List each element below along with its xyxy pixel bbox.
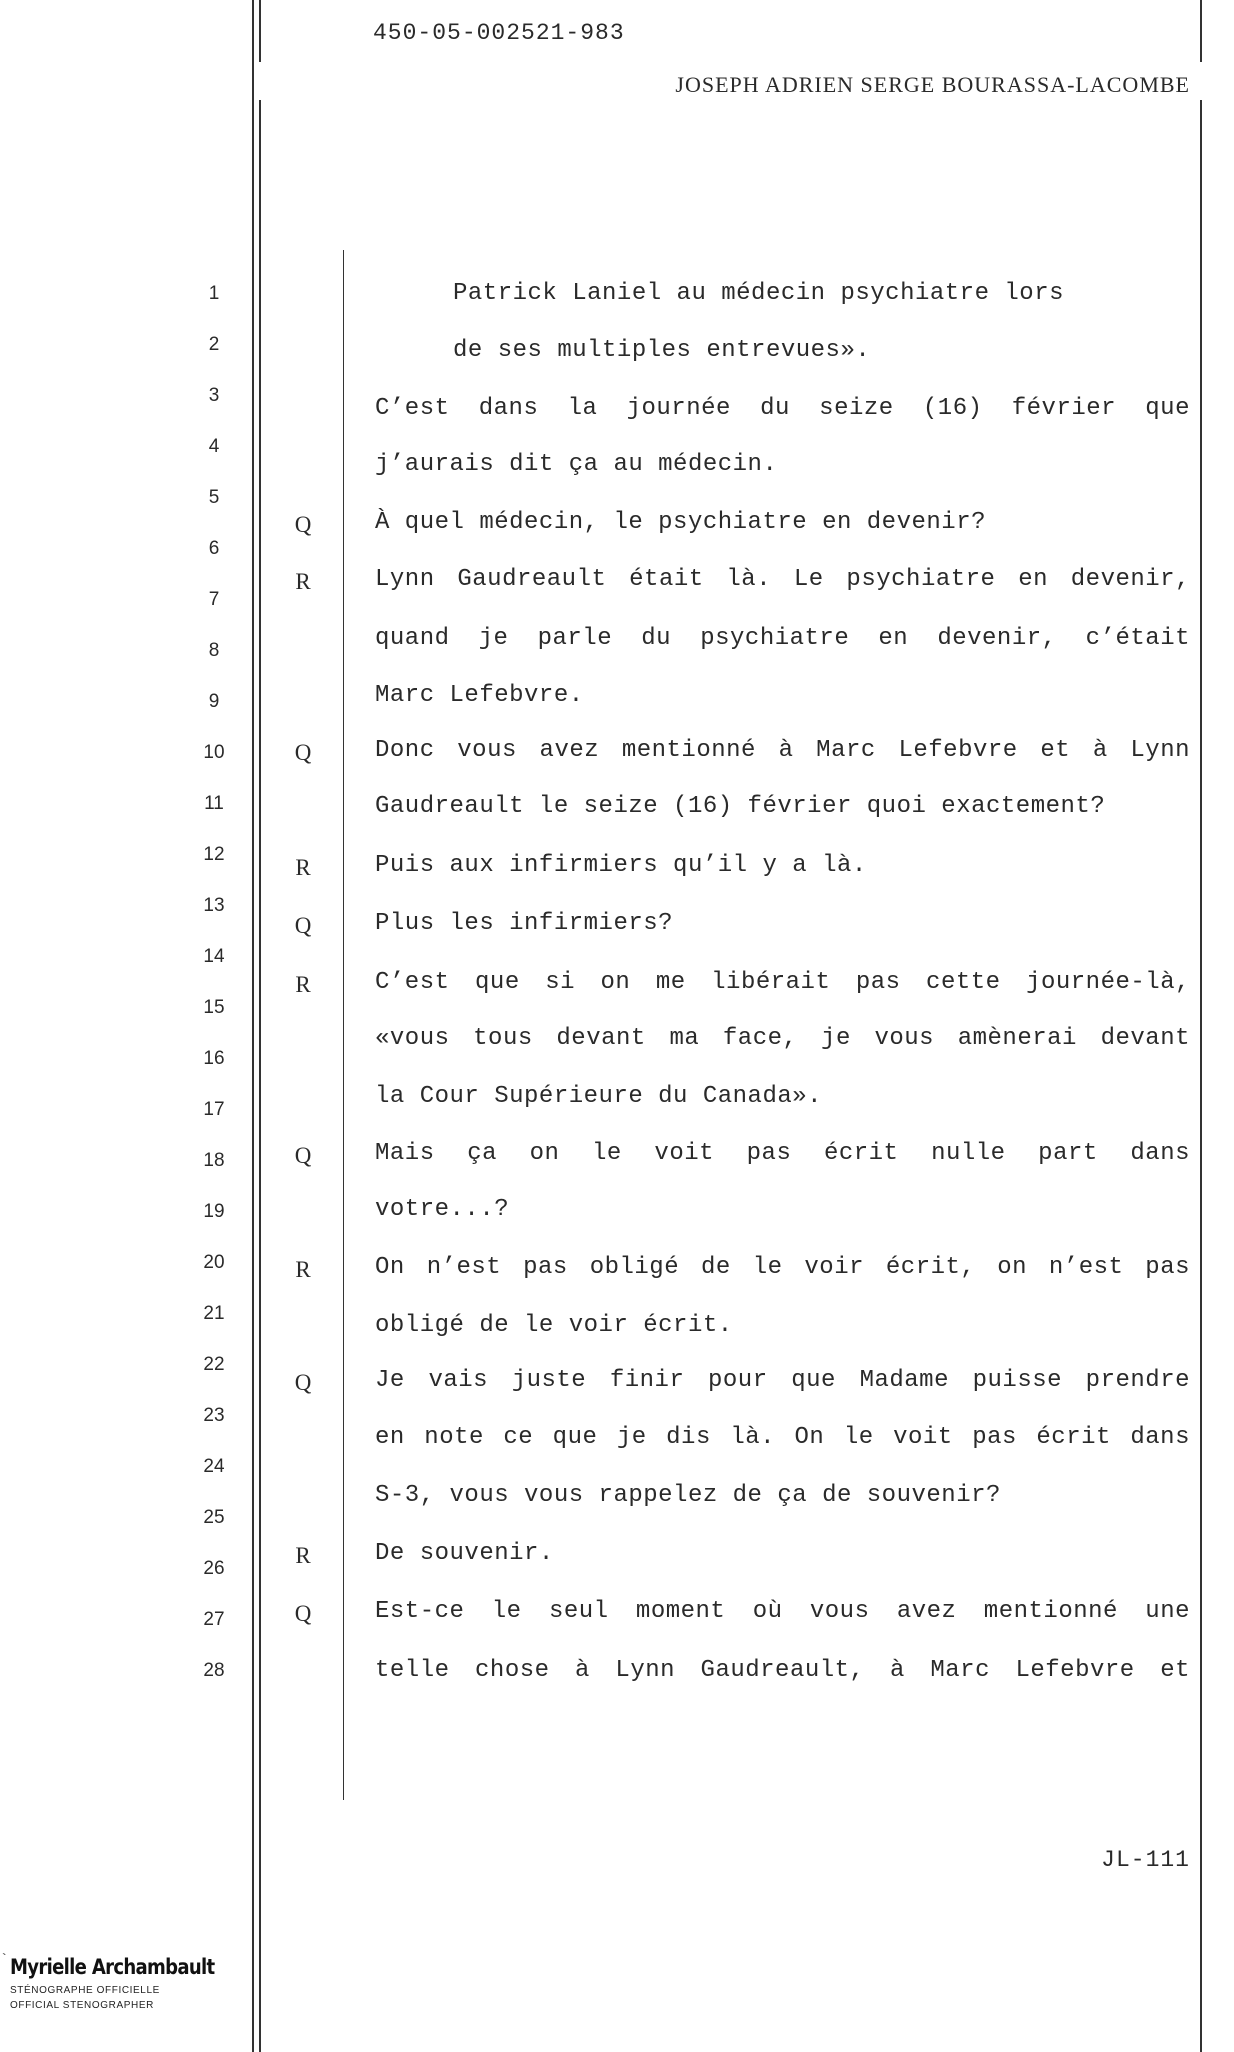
- stenographer-logo: [10, 1955, 215, 2013]
- transcript-line: De souvenir.: [375, 1540, 554, 1567]
- transcript-line: C’est dans la journée du seize (16) février que: [375, 395, 1190, 422]
- transcript-line: la Cour Supérieure du Canada».: [375, 1083, 823, 1110]
- line-number: 13: [203, 895, 225, 916]
- line-number: 16: [203, 1048, 225, 1069]
- question-marker: Q: [294, 1601, 312, 1626]
- answer-marker: R: [295, 1543, 311, 1568]
- stenographer-name: Myrielle Archambault: [10, 1955, 215, 1979]
- transcript-line: Puis aux infirmiers qu’il y a là.: [375, 852, 867, 879]
- line-number: 5: [208, 487, 220, 508]
- line-number: 14: [203, 946, 225, 967]
- transcript-line: Patrick Laniel au médecin psychiatre lors: [453, 280, 1064, 307]
- transcript-line: On n’est pas obligé de le voir écrit, on n’est pas: [375, 1254, 1190, 1281]
- transcript-line: quand je parle du psychiatre en devenir, c’était: [375, 625, 1190, 652]
- transcript-line: Je vais juste finir pour que Madame puisse prendre: [375, 1367, 1190, 1394]
- right-margin-rule: [1200, 100, 1202, 2052]
- question-marker: Q: [294, 512, 312, 537]
- left-margin-rule-top: [259, 0, 261, 62]
- margin-mark: `: [0, 1952, 9, 1968]
- line-number: 21: [203, 1303, 225, 1324]
- transcript-line: Est-ce le seul moment où vous avez mentionné une: [375, 1598, 1190, 1625]
- question-marker: Q: [294, 740, 312, 765]
- case-number: 450-05-002521-983: [373, 20, 625, 46]
- stenographer-title-fr: STÉNOGRAPHE OFFICIELLE: [10, 1985, 160, 1996]
- line-number: 25: [203, 1507, 225, 1528]
- line-number: 3: [208, 385, 220, 406]
- line-number: 1: [208, 283, 220, 304]
- page-identifier: JL-111: [1101, 1847, 1190, 1873]
- line-number: 26: [203, 1558, 225, 1579]
- line-number: 10: [203, 742, 225, 763]
- transcript-line: j’aurais dit ça au médecin.: [375, 451, 778, 478]
- line-number: 8: [208, 640, 220, 661]
- line-number: 6: [208, 538, 220, 559]
- question-marker: Q: [294, 1143, 312, 1168]
- transcript-line: «vous tous devant ma face, je vous amènerai devant: [375, 1025, 1190, 1052]
- question-marker: Q: [294, 913, 312, 938]
- line-number: 9: [208, 691, 220, 712]
- transcript-line: telle chose à Lynn Gaudreault, à Marc Lefebvre et: [375, 1657, 1190, 1684]
- transcript-line: votre...?: [375, 1196, 510, 1223]
- transcript-line: obligé de le voir écrit.: [375, 1312, 733, 1339]
- transcript-line: Marc Lefebvre.: [375, 682, 584, 709]
- transcript-line: Donc vous avez mentionné à Marc Lefebvre et à Lynn: [375, 737, 1190, 764]
- line-number: 18: [203, 1150, 225, 1171]
- transcript-line: À quel médecin, le psychiatre en devenir?: [375, 509, 986, 536]
- line-number: 17: [203, 1099, 225, 1120]
- transcript-line: Gaudreault le seize (16) février quoi exactement?: [375, 793, 1106, 820]
- witness-name: JOSEPH ADRIEN SERGE BOURASSA-LACOMBE: [675, 72, 1190, 97]
- transcript-line: en note ce que je dis là. On le voit pas écrit dans: [375, 1424, 1190, 1451]
- left-margin-rule-outer: [252, 0, 254, 2052]
- right-margin-rule-top: [1200, 0, 1202, 62]
- transcript-line: Lynn Gaudreault était là. Le psychiatre en devenir,: [375, 566, 1190, 593]
- line-number: 28: [203, 1660, 225, 1681]
- line-number: 12: [203, 844, 225, 865]
- line-number: 15: [203, 997, 225, 1018]
- transcript-line: S-3, vous vous rappelez de ça de souvenir?: [375, 1482, 1001, 1509]
- question-marker: Q: [294, 1370, 312, 1395]
- answer-marker: R: [295, 1257, 311, 1282]
- transcript-line: Plus les infirmiers?: [375, 910, 674, 937]
- transcript-line: C’est que si on me libérait pas cette journée-là,: [375, 969, 1190, 996]
- transcript-line: Mais ça on le voit pas écrit nulle part dans: [375, 1140, 1190, 1167]
- stenographer-title-en: OFFICIAL STENOGRAPHER: [10, 2000, 154, 2011]
- transcript-line: de ses multiples entrevues».: [453, 337, 871, 364]
- line-number: 23: [203, 1405, 225, 1426]
- qr-column-rule: [343, 250, 344, 1800]
- left-margin-rule-inner: [259, 100, 261, 2052]
- line-number: 11: [204, 793, 224, 814]
- line-number: 19: [203, 1201, 225, 1222]
- line-number: 4: [208, 436, 220, 457]
- answer-marker: R: [295, 972, 311, 997]
- answer-marker: R: [295, 855, 311, 880]
- line-number: 24: [203, 1456, 225, 1477]
- line-number: 27: [203, 1609, 225, 1630]
- line-number: 2: [208, 334, 220, 355]
- line-number: 7: [208, 589, 220, 610]
- line-number: 22: [203, 1354, 225, 1375]
- answer-marker: R: [295, 569, 311, 594]
- line-number: 20: [203, 1252, 225, 1273]
